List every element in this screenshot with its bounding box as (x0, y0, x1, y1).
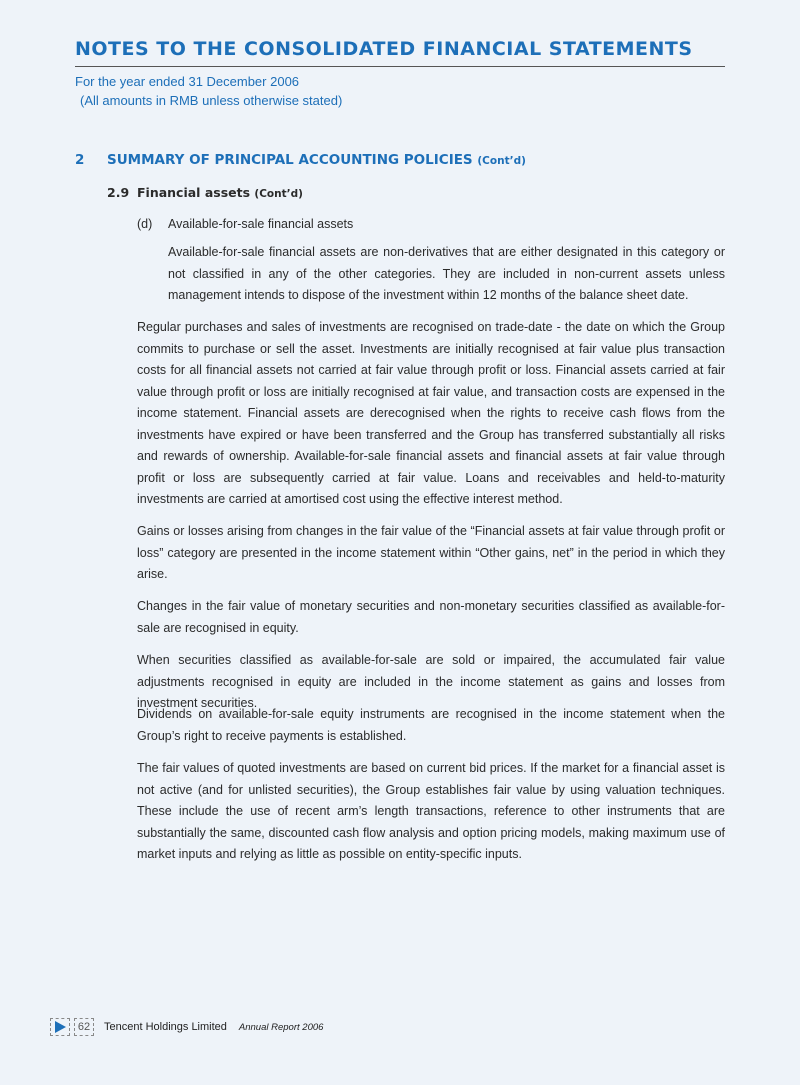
currency-note: (All amounts in RMB unless otherwise stated) (80, 93, 343, 108)
period-subtitle: For the year ended 31 December 2006 (75, 74, 300, 89)
report-name: Annual Report 2006 (238, 1021, 324, 1033)
item-paragraph: Available-for-sale financial assets are non-derivatives that are either designated in this category or not classified in any of the other categories. They are included in non-current assets unless management intends to dispose of the investment within 12 months of the balance sheet date. (168, 245, 725, 302)
item-heading (137, 217, 353, 231)
title-divider (75, 66, 725, 67)
section-title: SUMMARY OF PRINCIPAL ACCOUNTING POLICIES (107, 152, 473, 168)
body-paragraph: The fair values of quoted investments are based on current bid prices. If the market for a financial asset is not active (and for unlisted securities), the Group establishes fair value by using valuation techniques. These include the use of recent arm’s length transactions, reference to other instruments that are substantially the same, discounted cash flow analysis and option pricing models, making maximum use of market inputs and relying as little as possible on entity-specific inputs. (137, 761, 725, 861)
body-paragraph: Regular purchases and sales of investments are recognised on trade-date - the date on which the Group commits to purchase or sell the asset. Investments are initially recognised at fair value plus transaction costs for all financial assets not carried at fair value through profit or loss. Financial assets carried at fair value through profit or loss are initially recognised at fair value, and transaction costs are expensed in the income statement. Financial assets are derecognised when the rights to receive cash flows from the investments have expired or have been transferred and the Group has transferred substantially all risks and rewards of ownership. Available-for-sale financial assets and financial assets at fair value through profit or loss are subsequently carried at fair value. Loans and receivables and held-to-maturity investments are carried at amortised cost using the effective interest method. (137, 320, 725, 506)
item-title: Available-for-sale financial assets (168, 217, 354, 231)
body-paragraph: Changes in the fair value of monetary securities and non-monetary securities classified as available-for-sale are recognised in equity. (137, 599, 725, 635)
subsection-heading (107, 185, 303, 200)
page-number: 62 (74, 1018, 94, 1036)
subsection-cont-label: (Cont’d) (254, 188, 303, 200)
subsection-title: Financial assets (137, 185, 251, 200)
item-label: (d) (137, 217, 153, 231)
body-paragraph: When securities classified as available-for-sale are sold or impaired, the accumulated fair value adjustments recognised in equity are included in the income statement as gains and losses from investment securities. (137, 653, 725, 710)
page-title: NOTES TO THE CONSOLIDATED FINANCIAL STATEMENTS (75, 38, 693, 60)
section-cont-label: (Cont’d) (477, 155, 526, 167)
body-paragraph: Gains or losses arising from changes in the fair value of the “Financial assets at fair value through profit or loss” category are presented in the income statement within “Other gains, net” in the period in which they arise. (137, 524, 725, 581)
page-footer (50, 1018, 323, 1036)
subsection-number: 2.9 (107, 185, 130, 200)
play-arrow-icon (50, 1018, 70, 1036)
body-paragraph: Dividends on available-for-sale equity instruments are recognised in the income statement when the Group’s right to receive payments is established. (137, 707, 725, 743)
company-name: Tencent Holdings Limited (104, 1021, 227, 1033)
section-number: 2 (75, 152, 85, 168)
section-heading (75, 152, 526, 168)
